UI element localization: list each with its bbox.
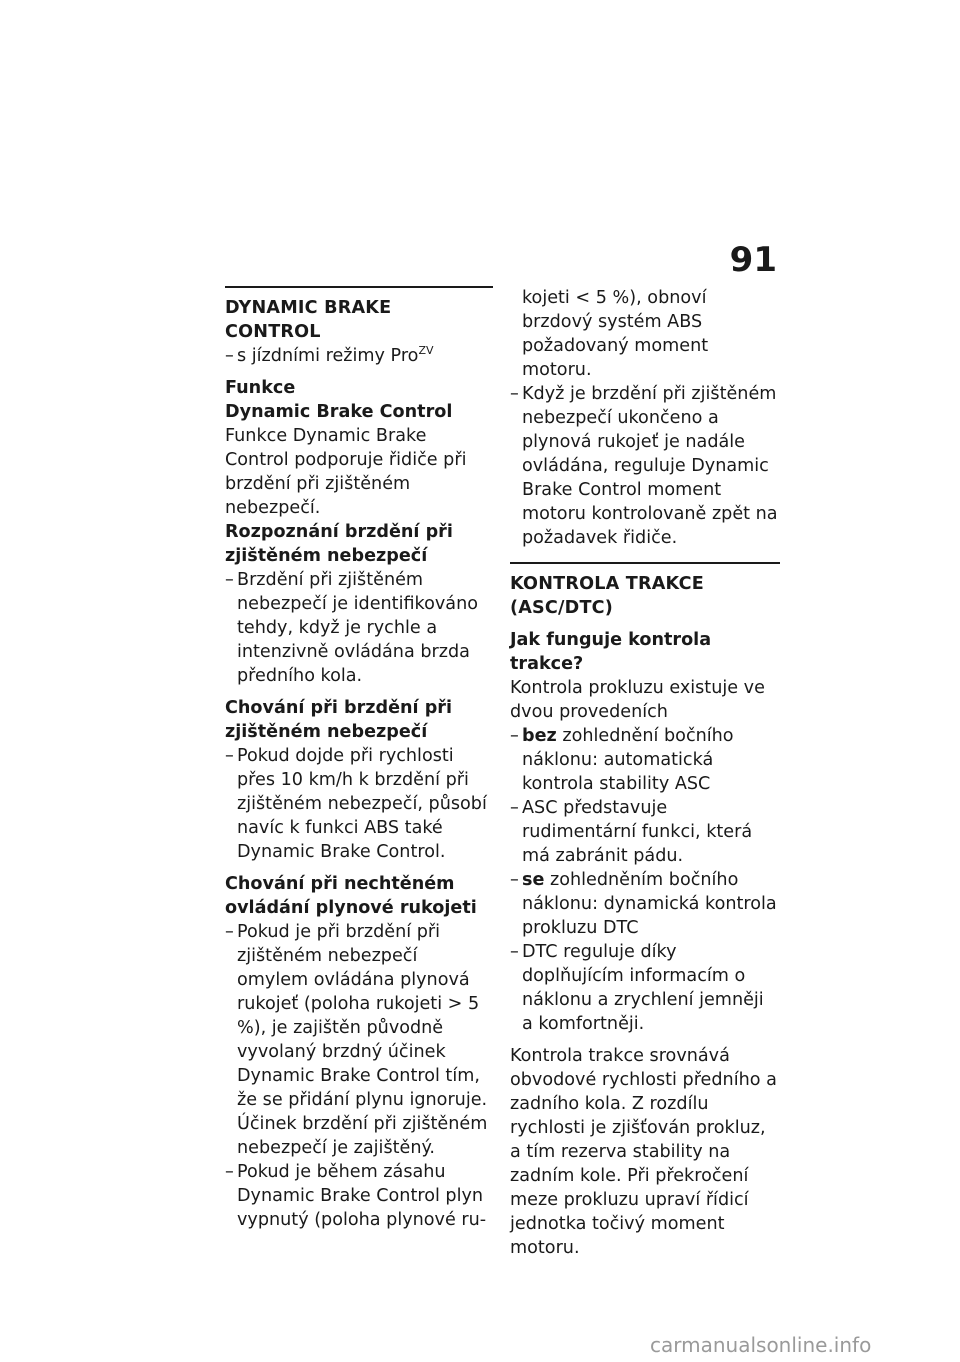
section-title: KONTROLA TRAKCE (ASC/DTC) xyxy=(510,574,704,618)
kdyz-list xyxy=(510,382,780,550)
watermark: carmanualsonline.info xyxy=(650,1333,872,1357)
list-item: – se zohledněním bočního náklonu: dynamická kontrola prokluzu DTC xyxy=(510,868,780,940)
page-number: 91 xyxy=(729,240,777,280)
list-item: – DTC reguluje díky doplňujícím informacím o náklonu a zrychlení jemněji a komfortněji. xyxy=(510,940,780,1036)
heading-dynamic-brake-control: Dynamic Brake Control xyxy=(225,402,453,422)
section-title: DYNAMIC BRAKE CONTROL xyxy=(225,298,392,342)
paragraph-kontrola-trakce: Kontrola trakce srovnává obvodové rychlosti předního a zadního kola. Z rozdílu rychlosti je zjišťován prokluz, a tím rezerva stability na zadním kole. Při překročení meze prokluzu upraví řídicí jednotka točivý moment motoru. xyxy=(510,1046,777,1258)
chovani-brzdeni-list xyxy=(225,744,493,864)
mode-superscript: ZV xyxy=(418,344,434,358)
continued-text: kojeti < 5 %), obnoví brzdový systém ABS požadovaný moment motoru. xyxy=(522,288,709,380)
list-item: – bez zohlednění bočního náklonu: automatická kontrola stability ASC xyxy=(510,724,780,796)
heading-rozpoznani: Rozpoznání brzdění při zjištěném nebezpečí xyxy=(225,522,453,566)
heading-jak-funguje: Jak funguje kontrola trakce? xyxy=(510,630,712,674)
paragraph-jak-funguje: Kontrola prokluzu existuje ve dvou provedeních xyxy=(510,678,765,722)
section-divider xyxy=(225,286,493,288)
list-item: – Pokud dojde při rychlosti přes 10 km/h k brzdění při zjištěném nebezpečí, působí navíc k funkci ABS také Dynamic Brake Control. xyxy=(225,744,493,864)
rozpoznani-list xyxy=(225,568,493,688)
heading-chovani-plyn: Chování při nechtěném ovládání plynové rukojeti xyxy=(225,874,477,918)
heading-funkce: Funkce xyxy=(225,378,296,398)
paragraph-funkce: Funkce Dynamic Brake Control podporuje řidiče při brzdění při zjištěném nebezpečí. xyxy=(225,426,467,518)
list-item: – ASC představuje rudimentární funkci, která má zabránit pádu. xyxy=(510,796,780,868)
mode-list xyxy=(225,344,493,368)
list-item: – Pokud je během zásahu Dynamic Brake Control plyn vypnutý (poloha plynové ru- xyxy=(225,1160,493,1232)
left-column xyxy=(225,286,493,1232)
heading-chovani-brzdeni: Chování při brzdění při zjištěném nebezpečí xyxy=(225,698,452,742)
provedeni-list xyxy=(510,724,780,1036)
right-column xyxy=(510,286,780,1260)
list-item: – Když je brzdění při zjištěném nebezpečí ukončeno a plynová rukojeť je nadále ovládána, reguluje Dynamic Brake Control moment motoru kontrolovaně zpět na požadavek řidiče. xyxy=(510,382,780,550)
list-item: – Brzdění při zjištěném nebezpečí je identifikováno tehdy, když je rychle a intenzivně ovládána brzda předního kola. xyxy=(225,568,493,688)
chovani-plyn-list xyxy=(225,920,493,1232)
list-item: – Pokud je při brzdění při zjištěném nebezpečí omylem ovládána plynová rukojeť (poloha rukojeti > 5 %), je zajištěn původně vyvolaný brzdný účinek Dynamic Brake Control tím, že se přidání plynu ignoruje. Účinek brzdění při zjištěném nebezpečí je zajištěný. xyxy=(225,920,493,1160)
section-divider xyxy=(510,562,780,564)
mode-item: – s jízdními režimy Pro$^{ZV}$ xyxy=(225,344,493,368)
